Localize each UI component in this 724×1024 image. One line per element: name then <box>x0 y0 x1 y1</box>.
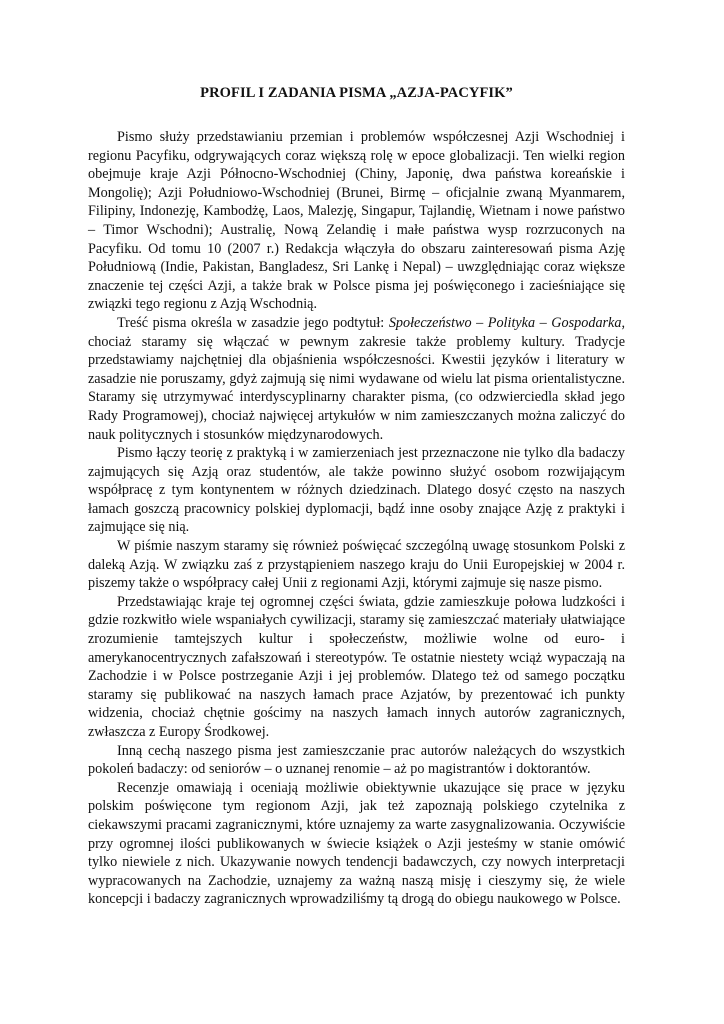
paragraph-authors: Inną cechą naszego pisma jest zamieszczanie prac autorów należących do wszystkich pokoleń badaczy: od seniorów – o uznanej renomie – aż po magistrantów i doktorantów. <box>88 742 625 778</box>
paragraph-text: Treść pisma określa w zasadzie jego podtytuł: <box>117 314 389 331</box>
paragraph-theory-practice: Pismo łączy teorię z praktyką i w zamierzeniach jest przeznaczone nie tylko dla badaczy zajmujących się Azją oraz studentów, ale także powinno służyć osobom rozwijającym współpracę z tym kontynentem w różnych dziedzinach. Dlatego dosyć często na naszych łamach goszczą pracownicy polskiej dyplomacji, bądź inne osoby znające Azję z praktyki i zajmujące się nią. <box>88 445 625 536</box>
paragraph-content-scope <box>88 314 625 444</box>
paragraph-intro: Pismo służy przedstawianiu przemian i problemów współczesnej Azji Wschodniej i regionu Pacyfiku, odgrywających coraz większą rolę w epoce globalizacji. Ten wielki region obejmuje kraje Azji Północno-Wschodniej (Chiny, Japonię, dwa państwa koreańskie i Mongolię); Azji Południowo-Wschodniej (Brunei, Birmę – oficjalnie zwaną Myanmarem, Filipiny, Indonezję, Kambodżę, Laos, Malezję, Singapur, Tajlandię, Wietnam i nowe państwo – Timor Wschodni); Australię, Nową Zelandię i małe państwa wysp rozrzuconych na Pacyfiku. Od tomu 10 (2007 r.) Redakcja włączyła do obszaru zainteresowań pisma Azję Południową (Indie, Pakistan, Bangladesz, Sri Lankę i Nepal) – uwzględniając coraz większe znaczenie tej części Azji, a także brak w Polsce pisma jej poświęconego i zacieśniające się związki tego regionu z Azją Wschodnią. <box>88 129 625 313</box>
paragraph-poland-asia: W piśmie naszym staramy się również poświęcać szczególną uwagę stosunkom Polski z daleką Azją. W związku zaś z przystąpieniem naszego kraju do Unii Europejskiej w 2004 r. piszemy także o współpracy całej Unii z regionami Azji, którymi zajmuje się nasze pismo. <box>88 538 625 592</box>
document-title: PROFIL I ZADANIA PISMA „AZJA-PACYFIK” <box>200 85 513 101</box>
paragraph-text: , chociaż staramy się włączać w pewnym zakresie także problemy kultury. Tradycje przedstawiamy najchętniej dla objaśnienia współczesności. Kwestii języków i literatury w zasadzie nie poruszamy, gdyż zajmują się nimi wydawane od wielu lat pisma orientalistyczne. Staramy się utrzymywać interdyscyplinarny charakter pisma, (co odzwierciedla skład jego Rady Programowej), chociaż najwięcej artykułów w nim zamieszczanych można zaliczyć do nauk politycznych i stosunków międzynarodowych. <box>88 314 625 443</box>
document-page <box>88 85 625 909</box>
subtitle-italic: Społeczeństwo – Polityka – Gospodarka <box>388 314 622 331</box>
paragraph-cultures: Przedstawiając kraje tej ogromnej części świata, gdzie zamieszkuje połowa ludzkości i gdzie rozkwitło wiele wspaniałych cywilizacji, staramy się zamieszczać materiały ułatwiające zrozumienie tamtejszych kultur i społeczeństw, możliwie wolne od euro- i amerykanocentrycznych zafałszowań i stereotypów. Te ostatnie niestety wciąż wypaczają na Zachodzie i w Polsce postrzeganie Azji i jej problemów. Dlatego też od samego początku staramy się publikować na naszych łamach prace Azjatów, by prezentować ich punkty widzenia, chociaż chętnie gościmy na naszych łamach innych autorów zagranicznych, zwłaszcza z Europy Środkowej. <box>88 593 625 740</box>
paragraph-reviews: Recenzje omawiają i oceniają możliwie obiektywnie ukazujące się prace w języku polskim poświęcone tym regionom Azji, jak też zapoznają polskiego czytelnika z ciekawszymi pracami zagranicznymi, które uznajemy za warte zasygnalizowania. Oczywiście przy ogromnej ilości publikowanych w świecie książek o Azji jesteśmy w stanie omówić tylko niewiele z nich. Ukazywanie nowych tendencji badawczych, czy nowych interpretacji wypracowanych na Zachodzie, uznajemy za ważną naszą misję i cieszymy się, że wiele koncepcji i badaczy zagranicznych wprowadziliśmy tą drogą do obiegu naukowego w Polsce. <box>88 779 625 908</box>
